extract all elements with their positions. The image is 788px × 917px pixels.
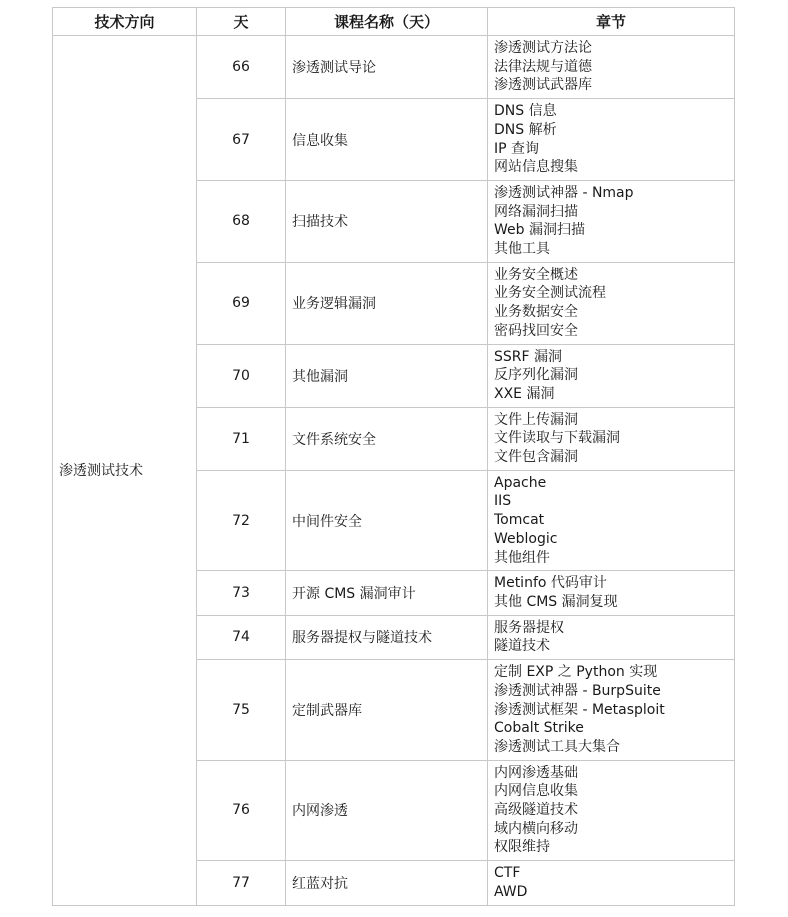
chapters-cell [488, 262, 735, 344]
chapter-list [494, 408, 734, 470]
chapters-cell [488, 99, 735, 181]
chapter-item: 渗透测试武器库 [494, 77, 592, 94]
day-cell: 71 [197, 407, 286, 470]
chapter-item: Apache [494, 474, 547, 491]
chapter-list [494, 263, 734, 344]
day-cell: 68 [197, 180, 286, 262]
chapter-item: 内网渗透基础 [494, 764, 578, 781]
chapters-cell [488, 407, 735, 470]
course-name-cell: 业务逻辑漏洞 [286, 262, 488, 344]
course-name-cell: 服务器提权与隧道技术 [286, 615, 488, 659]
day-cell: 73 [197, 571, 286, 615]
day-cell: 77 [197, 861, 286, 905]
chapter-item: 业务安全测试流程 [494, 285, 606, 302]
chapters-cell [488, 36, 735, 99]
day-cell: 75 [197, 660, 286, 761]
chapters-cell [488, 180, 735, 262]
chapter-item: SSRF 漏洞 [494, 348, 563, 365]
chapter-item: XXE 漏洞 [494, 385, 555, 402]
chapter-item: AWD [494, 883, 528, 900]
chapter-item: 渗透测试工具大集合 [494, 738, 620, 755]
course-name-cell: 中间件安全 [286, 470, 488, 571]
day-cell: 74 [197, 615, 286, 659]
chapter-item: 网站信息搜集 [494, 159, 578, 176]
chapter-list [494, 181, 734, 262]
chapter-item: Cobalt Strike [494, 720, 584, 737]
chapters-cell [488, 861, 735, 905]
header-day: 天 [197, 8, 286, 36]
chapter-item: 文件上传漏洞 [494, 411, 578, 428]
chapter-item: Tomcat [494, 512, 545, 529]
chapter-item: 业务安全概述 [494, 266, 578, 283]
direction-cell: 渗透测试技术 [53, 36, 197, 906]
chapter-item: 反序列化漏洞 [494, 367, 578, 384]
chapter-item: 其他工具 [494, 241, 550, 258]
day-cell: 67 [197, 99, 286, 181]
chapter-item: 法律法规与道德 [494, 58, 592, 75]
chapter-item: 渗透测试神器 - Nmap [494, 184, 634, 201]
chapter-item: DNS 解析 [494, 121, 557, 138]
chapters-cell [488, 615, 735, 659]
chapter-item: 密码找回安全 [494, 322, 578, 339]
chapters-cell [488, 470, 735, 571]
chapter-item: 渗透测试神器 - BurpSuite [494, 682, 661, 699]
course-name-cell: 渗透测试导论 [286, 36, 488, 99]
chapter-list [494, 36, 734, 98]
chapter-list [494, 571, 734, 614]
chapter-item: 渗透测试方法论 [494, 40, 592, 56]
header-chapters: 章节 [488, 8, 735, 36]
course-name-cell: 其他漏洞 [286, 344, 488, 407]
chapter-item: CTF [494, 865, 521, 882]
table-row [53, 36, 735, 99]
chapter-item: Metinfo 代码审计 [494, 575, 607, 592]
chapter-item: 定制 EXP 之 Python 实现 [494, 664, 658, 681]
table-body [53, 36, 735, 906]
chapter-item: IIS [494, 493, 512, 510]
chapter-item: 服务器提权 [494, 619, 564, 636]
chapters-cell [488, 760, 735, 861]
chapter-list [494, 99, 734, 180]
chapter-list [494, 861, 734, 904]
course-name-cell: 定制武器库 [286, 660, 488, 761]
chapter-item: IP 查询 [494, 140, 540, 157]
chapter-item: Web 漏洞扫描 [494, 222, 585, 239]
chapter-item: DNS 信息 [494, 103, 557, 120]
course-name-cell: 文件系统安全 [286, 407, 488, 470]
course-name-cell: 扫描技术 [286, 180, 488, 262]
chapters-cell [488, 571, 735, 615]
chapter-item: Weblogic [494, 530, 558, 547]
day-cell: 72 [197, 470, 286, 571]
chapter-item: 其他组件 [494, 549, 550, 566]
header-direction: 技术方向 [53, 8, 197, 36]
chapter-item: 网络漏洞扫描 [494, 203, 578, 220]
chapter-list [494, 660, 734, 760]
chapter-list [494, 761, 734, 861]
chapter-list [494, 471, 734, 571]
chapter-item: 渗透测试框架 - Metasploit [494, 701, 665, 718]
chapter-item: 其他 CMS 漏洞复现 [494, 593, 618, 610]
day-cell: 69 [197, 262, 286, 344]
day-cell: 66 [197, 36, 286, 99]
course-name-cell: 信息收集 [286, 99, 488, 181]
chapter-item: 文件读取与下载漏洞 [494, 430, 620, 447]
chapter-item: 高级隧道技术 [494, 802, 578, 819]
course-schedule-table [52, 7, 735, 906]
chapters-cell [488, 660, 735, 761]
course-name-cell: 红蓝对抗 [286, 861, 488, 905]
chapter-item: 文件包含漏洞 [494, 449, 578, 466]
header-course-name: 课程名称（天） [286, 8, 488, 36]
chapter-item: 隧道技术 [494, 638, 550, 655]
chapter-item: 域内横向移动 [494, 820, 578, 837]
chapter-item: 权限维持 [494, 839, 550, 856]
chapter-list [494, 616, 734, 659]
chapter-item: 内网信息收集 [494, 783, 578, 800]
chapter-item: 业务数据安全 [494, 304, 578, 321]
day-cell: 70 [197, 344, 286, 407]
chapters-cell [488, 344, 735, 407]
course-name-cell: 开源 CMS 漏洞审计 [286, 571, 488, 615]
table-header-row [53, 8, 735, 36]
chapter-list [494, 345, 734, 407]
day-cell: 76 [197, 760, 286, 861]
course-name-cell: 内网渗透 [286, 760, 488, 861]
